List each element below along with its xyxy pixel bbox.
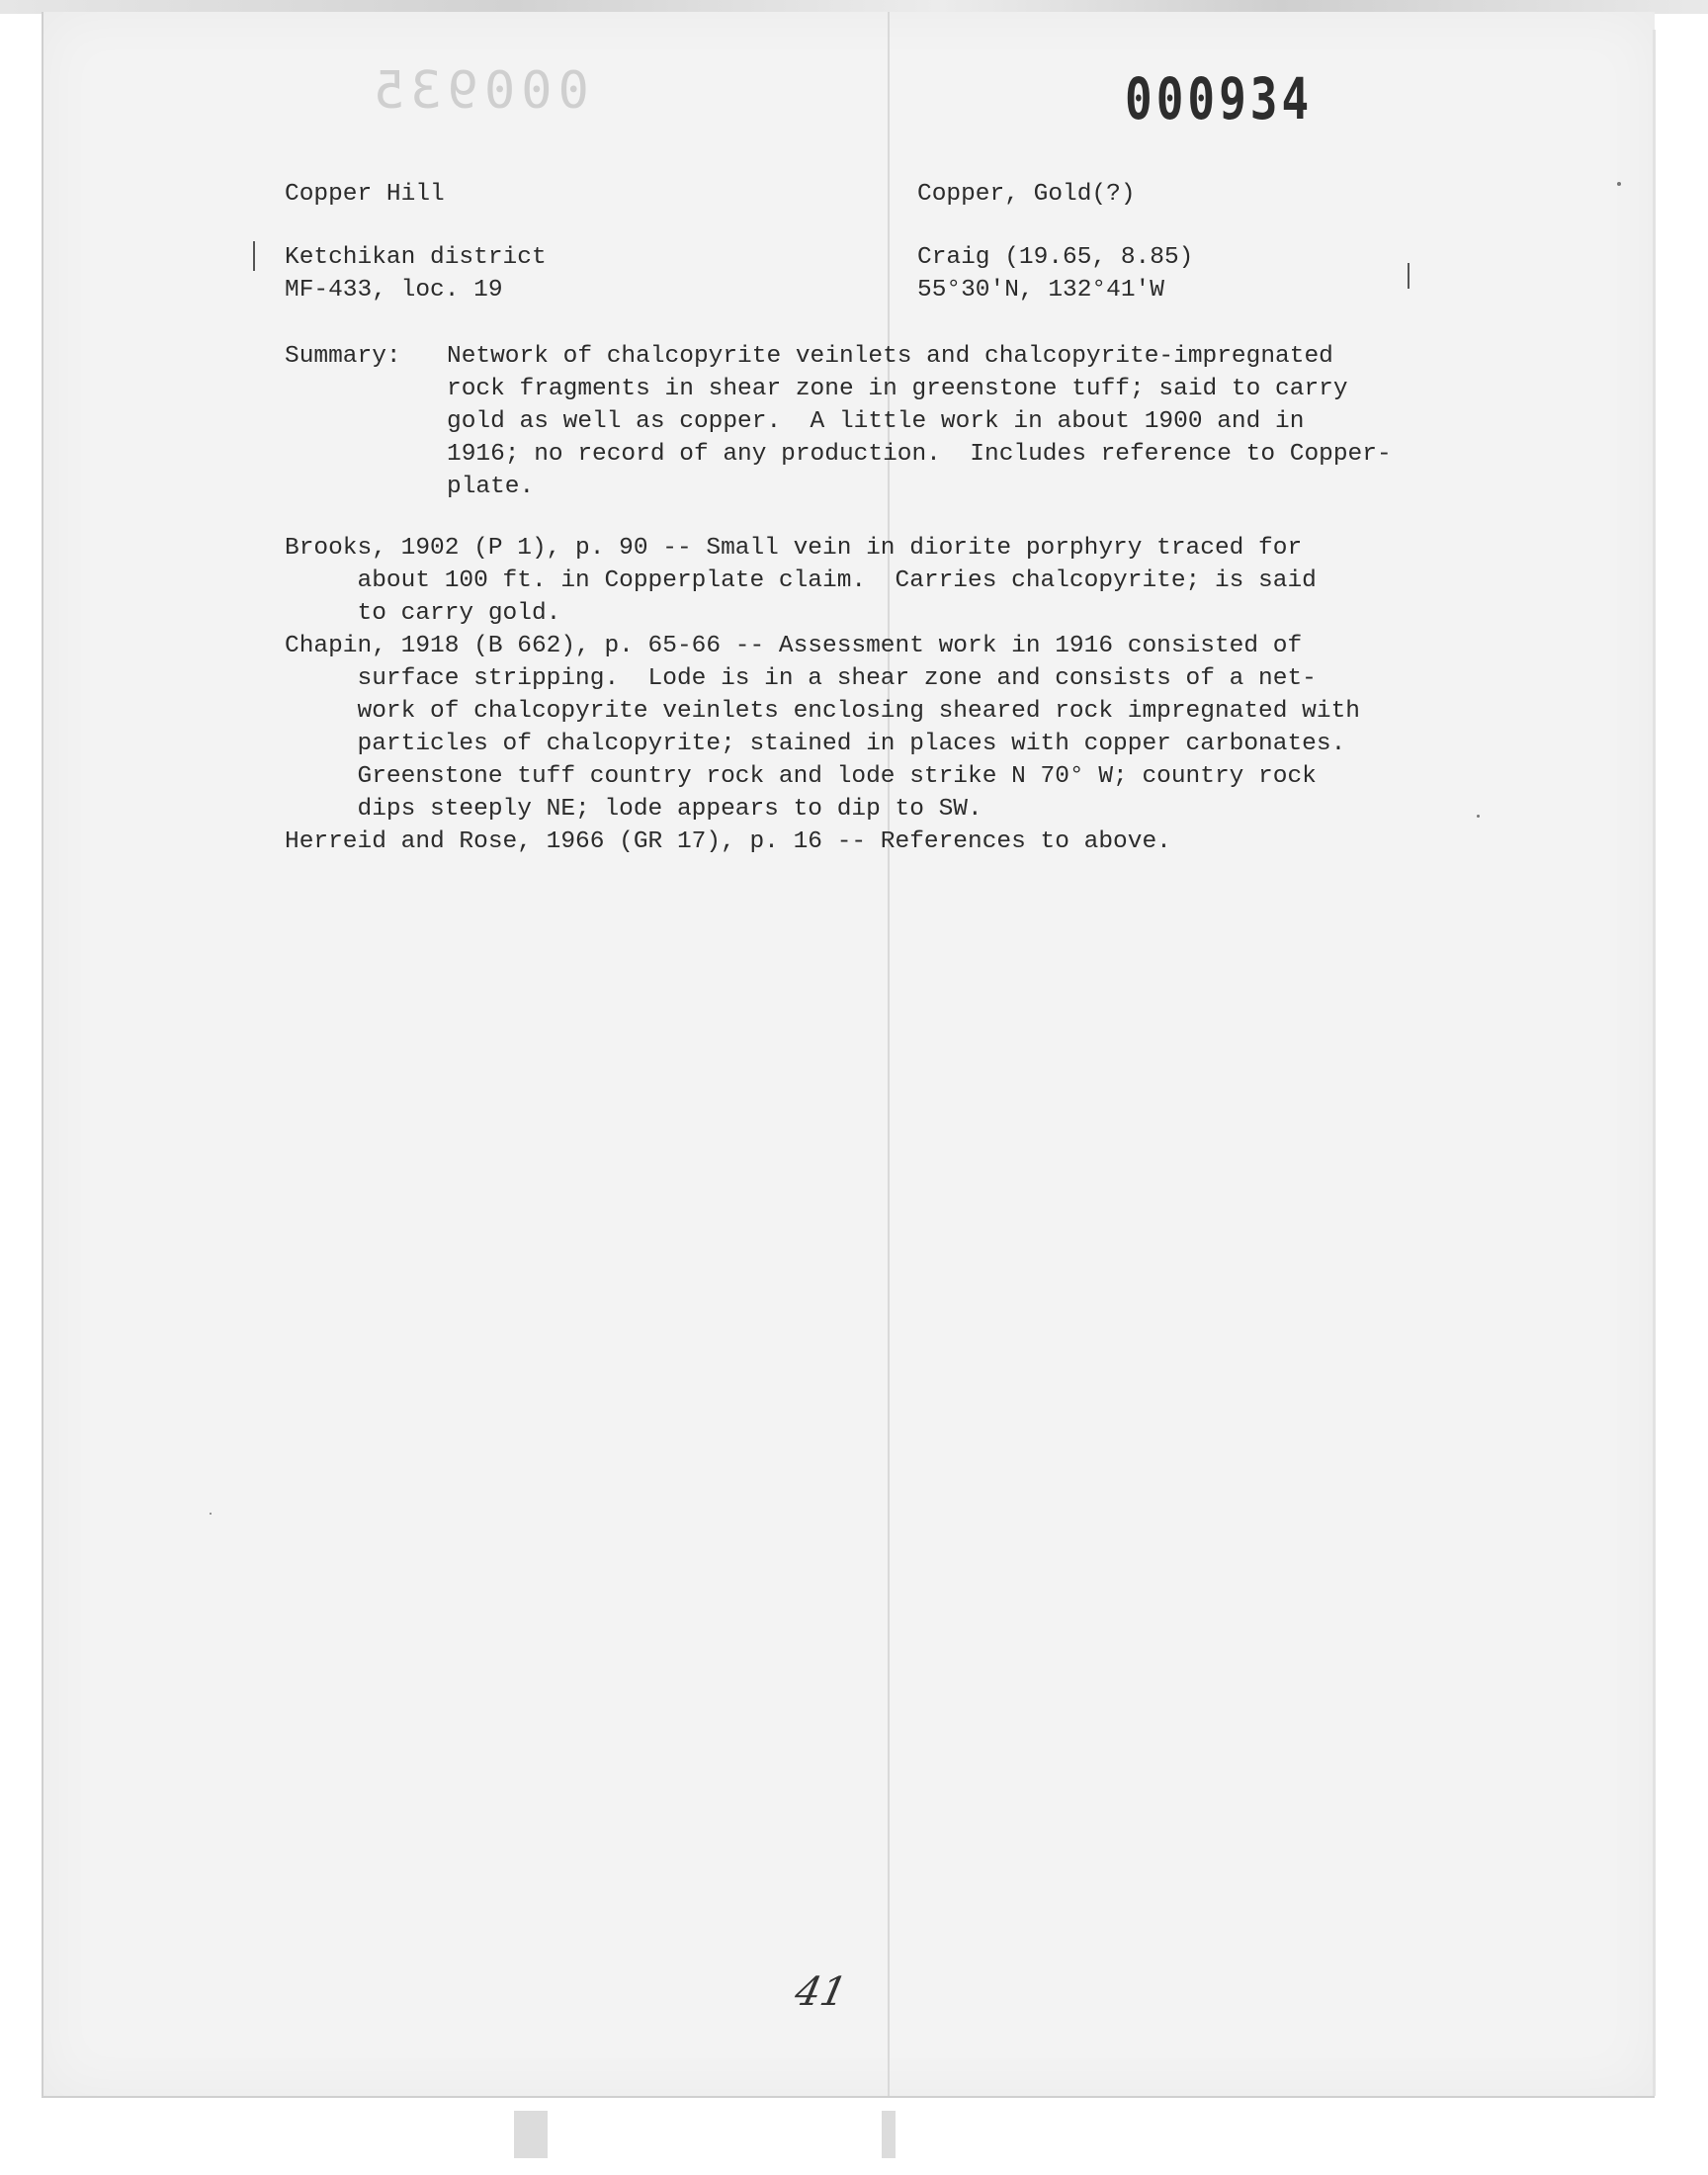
map-reference: MF-433, loc. 19 [285,277,503,304]
fold-line [888,12,890,2096]
district: Ketchikan district [285,244,547,271]
reference-herreid-rose: Herreid and Rose, 1966 (GR 17), p. 16 -- References to above. [285,828,1171,855]
summary-text: Network of chalcopyrite veinlets and chalcopyrite-impregnated rock fragments in shear zone in greenstone tuff; said to carry gold as well as copper. A little work in about 1900 and in 1916; no record of any production. Includes reference to Copper- plate. [447,343,1392,500]
scan-speck [1617,182,1621,186]
scan-edge-bottom [0,2111,1708,2175]
reference-chapin: Chapin, 1918 (B 662), p. 65-66 -- Assessment work in 1916 consisted of surface stripping. Lode is in a shear zone and consists of a net- work of chalcopyrite veinlets enclosing sheared rock impregnated with particles of chalcopyrite; stained in places with copper carbonates. Greenstone tuff country rock and lode strike N 70° W; country rock dips steeply NE; lode appears to dip to SW. [285,633,1360,823]
scan-speck [210,1513,212,1515]
reference-brooks: Brooks, 1902 (P 1), p. 90 -- Small vein in diorite porphyry traced for about 100 ft. in Copperplate claim. Carries chalcopyrite; is said to carry gold. [285,535,1317,627]
coordinates: 55°30'N, 132°41'W [917,277,1164,304]
margin-mark [253,241,255,271]
ghost-record-number: 000935 [368,61,589,121]
margin-mark [1408,263,1409,289]
page-mark: 41 [791,1969,851,2015]
quadrangle: Craig (19.65, 8.85) [917,244,1194,271]
scan-speck [1477,815,1480,818]
summary-label: Summary: [285,343,401,370]
sheet-edge-right [1653,30,1656,2096]
document-sheet [42,12,1655,2098]
record-number: 000934 [1125,65,1314,132]
deposit-name: Copper Hill [285,181,445,208]
commodity: Copper, Gold(?) [917,181,1136,208]
